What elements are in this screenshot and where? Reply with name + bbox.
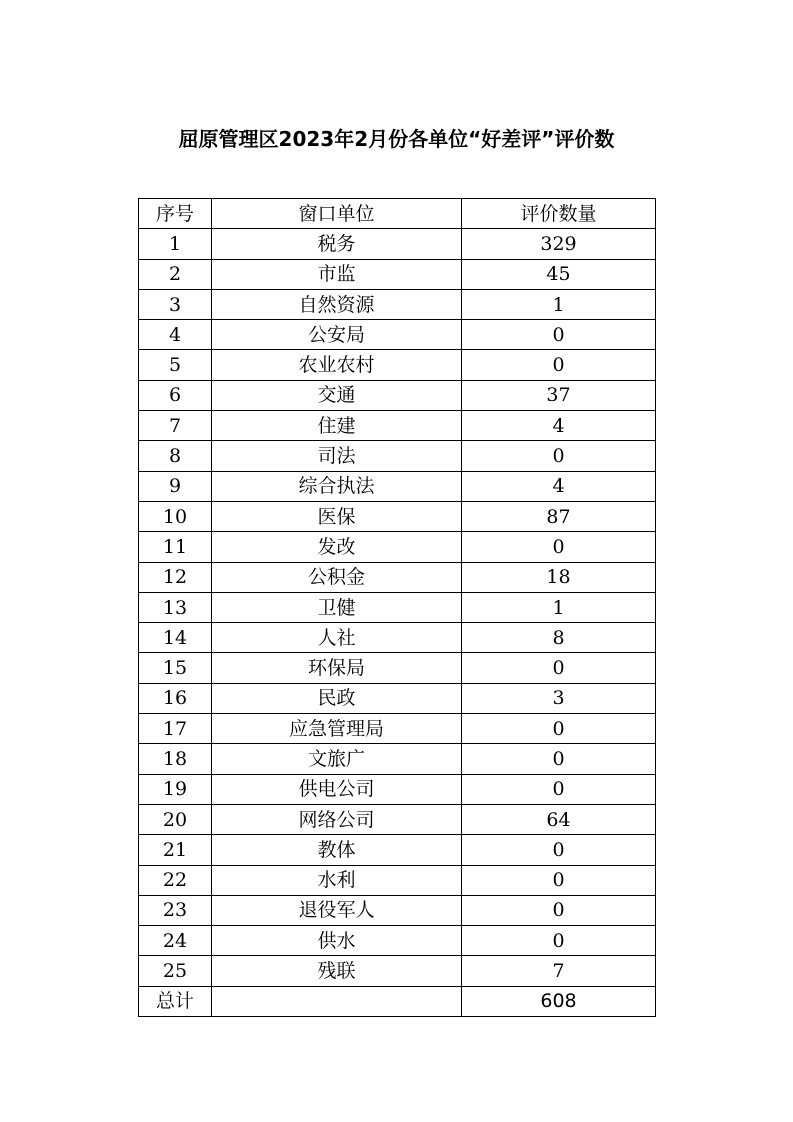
row-seq: 8 (139, 441, 212, 471)
row-seq: 14 (139, 623, 212, 653)
row-count: 1 (462, 289, 656, 319)
row-count: 0 (462, 441, 656, 471)
row-unit: 税务 (212, 229, 462, 259)
row-unit: 司法 (212, 441, 462, 471)
total-row (139, 986, 656, 1016)
row-count: 0 (462, 320, 656, 350)
row-unit: 退役军人 (212, 895, 462, 925)
row-seq: 2 (139, 259, 212, 289)
row-seq: 7 (139, 411, 212, 441)
row-seq: 23 (139, 895, 212, 925)
total-label: 总计 (139, 986, 212, 1016)
row-count: 0 (462, 835, 656, 865)
header-count: 评价数量 (462, 199, 656, 229)
row-unit: 网络公司 (212, 804, 462, 834)
table-row (139, 623, 656, 653)
row-unit: 民政 (212, 683, 462, 713)
row-count: 4 (462, 471, 656, 501)
row-count: 329 (462, 229, 656, 259)
row-count: 64 (462, 804, 656, 834)
row-seq: 25 (139, 956, 212, 986)
row-unit: 供水 (212, 926, 462, 956)
row-count: 3 (462, 683, 656, 713)
row-seq: 24 (139, 926, 212, 956)
table-row (139, 350, 656, 380)
row-unit: 综合执法 (212, 471, 462, 501)
table-row (139, 471, 656, 501)
row-count: 0 (462, 865, 656, 895)
row-count: 1 (462, 592, 656, 622)
row-count: 4 (462, 411, 656, 441)
row-unit: 农业农村 (212, 350, 462, 380)
table-row (139, 956, 656, 986)
row-count: 8 (462, 623, 656, 653)
row-seq: 22 (139, 865, 212, 895)
table-row (139, 411, 656, 441)
table-row (139, 320, 656, 350)
row-count: 87 (462, 501, 656, 531)
row-unit: 发改 (212, 532, 462, 562)
evaluation-table (138, 198, 656, 1017)
row-seq: 9 (139, 471, 212, 501)
row-count: 0 (462, 926, 656, 956)
row-seq: 5 (139, 350, 212, 380)
row-count: 7 (462, 956, 656, 986)
row-unit: 交通 (212, 380, 462, 410)
row-seq: 3 (139, 289, 212, 319)
table-row (139, 865, 656, 895)
row-seq: 17 (139, 714, 212, 744)
row-seq: 15 (139, 653, 212, 683)
row-count: 0 (462, 350, 656, 380)
row-count: 0 (462, 895, 656, 925)
row-unit: 水利 (212, 865, 462, 895)
table-row (139, 653, 656, 683)
row-seq: 18 (139, 744, 212, 774)
row-count: 0 (462, 744, 656, 774)
table-row (139, 895, 656, 925)
header-seq: 序号 (139, 199, 212, 229)
table-row (139, 562, 656, 592)
row-unit: 医保 (212, 501, 462, 531)
row-count: 37 (462, 380, 656, 410)
row-count: 18 (462, 562, 656, 592)
table-row (139, 380, 656, 410)
table-row (139, 835, 656, 865)
row-unit: 环保局 (212, 653, 462, 683)
row-seq: 13 (139, 592, 212, 622)
row-seq: 19 (139, 774, 212, 804)
table-row (139, 259, 656, 289)
row-unit: 公积金 (212, 562, 462, 592)
table-row (139, 532, 656, 562)
table-row (139, 774, 656, 804)
row-unit: 卫健 (212, 592, 462, 622)
row-unit: 应急管理局 (212, 714, 462, 744)
row-seq: 6 (139, 380, 212, 410)
row-seq: 11 (139, 532, 212, 562)
table-row (139, 926, 656, 956)
table-row (139, 744, 656, 774)
row-seq: 16 (139, 683, 212, 713)
table-body (139, 229, 656, 986)
row-seq: 20 (139, 804, 212, 834)
row-seq: 4 (139, 320, 212, 350)
row-seq: 1 (139, 229, 212, 259)
row-unit: 住建 (212, 411, 462, 441)
table-row (139, 592, 656, 622)
row-unit: 残联 (212, 956, 462, 986)
row-unit: 文旅广 (212, 744, 462, 774)
table-row (139, 804, 656, 834)
row-count: 45 (462, 259, 656, 289)
table-row (139, 714, 656, 744)
row-seq: 21 (139, 835, 212, 865)
table-row (139, 441, 656, 471)
header-unit: 窗口单位 (212, 199, 462, 229)
row-count: 0 (462, 774, 656, 804)
row-seq: 12 (139, 562, 212, 592)
row-unit: 公安局 (212, 320, 462, 350)
total-unit (212, 986, 462, 1016)
row-count: 0 (462, 532, 656, 562)
table-row (139, 229, 656, 259)
total-count: 608 (462, 986, 656, 1016)
row-seq: 10 (139, 501, 212, 531)
row-unit: 人社 (212, 623, 462, 653)
table-row (139, 501, 656, 531)
table-header-row (139, 199, 656, 229)
page-title: 屈原管理区2023年2月份各单位“好差评”评价数 (178, 127, 615, 151)
table-row (139, 683, 656, 713)
row-unit: 供电公司 (212, 774, 462, 804)
table-row (139, 289, 656, 319)
row-count: 0 (462, 653, 656, 683)
row-unit: 自然资源 (212, 289, 462, 319)
row-count: 0 (462, 714, 656, 744)
row-unit: 市监 (212, 259, 462, 289)
row-unit: 教体 (212, 835, 462, 865)
